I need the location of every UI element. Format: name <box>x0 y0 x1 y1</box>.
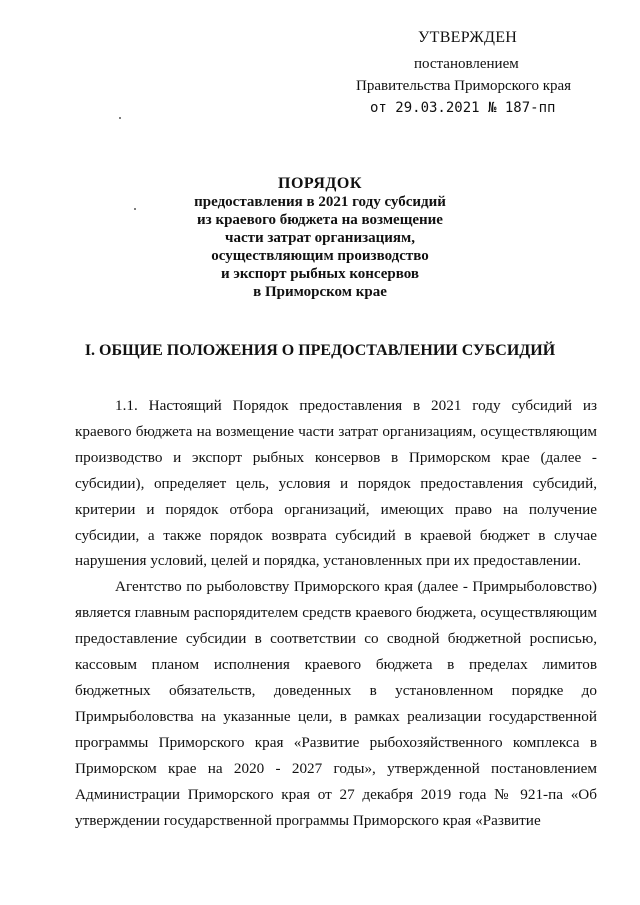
approval-heading: УТВЕРЖДЕН <box>418 29 518 46</box>
title-line: осуществляющим производство <box>211 248 429 264</box>
approval-date-number: от 29.03.2021 № 187-пп <box>370 100 556 116</box>
approval-line-government: Правительства Приморского края <box>356 78 572 94</box>
section-heading: I. ОБЩИЕ ПОЛОЖЕНИЯ О ПРЕДОСТАВЛЕНИИ СУБСИДИЙ <box>84 342 556 359</box>
approval-line-resolution: постановлением <box>414 56 519 72</box>
title-line: и экспорт рыбных консервов <box>220 266 420 282</box>
body-text <box>75 393 597 833</box>
paragraph: 1.1. Настоящий Порядок предоставления в 2021 году субсидий из краевого бюджета на возмещение части затрат организациям, осуществляющим производство и экспорт рыбных консервов в Приморском крае (далее - субсидии), определяет цель, условия и порядок предоставления субсидий, критерии и порядок отбора организаций, имеющих право на получение субсидии, а также порядок возврата субсидий в краевой бюджет в случае нарушения условий, целей и порядка, установленных при их предоставлении. <box>75 397 597 570</box>
title-main: ПОРЯДОК <box>278 175 362 192</box>
paragraph: Агентство по рыболовству Приморского края (далее - Примрыболовство) является главным распорядителем средств краевого бюджета, осуществляющим предоставление субсидии в соответствии со сводной бюджетной росписью, кассовым планом исполнения краевого бюджета в пределах лимитов бюджетных обязательств, доведенных в установленном порядке до Примрыболовства на указанные цели, в рамках реализации государственной программы Приморского края «Развитие рыбохозяйственного комплекса в Приморском крае на 2020 - 2027 годы», утвержденной постановлением Администрации Приморского края от 27 декабря 2019 года № 921-па «Об утверждении государственной программы Приморского края «Развитие <box>75 578 597 829</box>
title-line: части затрат организациям, <box>225 230 415 246</box>
title-line: предоставления в 2021 году субсидий <box>194 194 446 210</box>
title-line: из краевого бюджета на возмещение <box>197 212 443 228</box>
title-line: в Приморском крае <box>253 284 387 300</box>
scan-speck <box>119 117 121 119</box>
document-title <box>0 175 640 301</box>
